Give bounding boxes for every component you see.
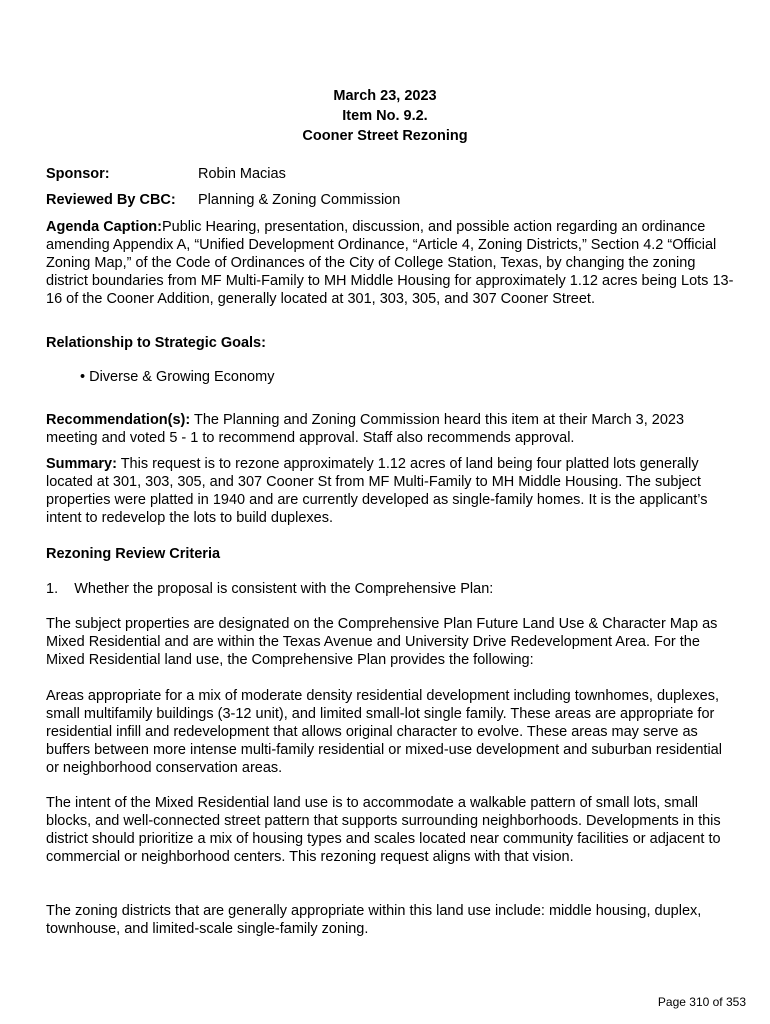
criteria-paragraph-2: Areas appropriate for a mix of moderate density residential development including townhomes, duplexes, small multifamily buildings (3-12 unit), and limited small-lot single family. These areas are appropriate for residential infill and redevelopment that allows original character to evolve. These areas may serve as buffers between more intense multi-family residential or mixed-use development and suburban residential or neighborhood conservation areas. [46, 688, 722, 776]
agenda-caption-label: Agenda Caption: [46, 219, 162, 235]
criteria-paragraph-1: The subject properties are designated on the Comprehensive Plan Future Land Use & Character Map as Mixed Residential and are within the Texas Avenue and University Drive Redevelopment Area. For the Mixed Residential land use, the Comprehensive Plan provides the following: [46, 616, 718, 668]
strategic-goal-text: Diverse & Growing Economy [89, 369, 275, 385]
reviewed-value: Planning & Zoning Commission [198, 192, 401, 208]
agenda-caption-text: Public Hearing, presentation, discussion, and possible action regarding an ordinance amending Appendix A, “Unified Development Ordinance, “Article 4, Zoning Districts,” Section 4.2 “Official Zoning Map,” of the Code of Ordinances of the City of College Station, Texas, by changing the zoning district boundaries from MF Multi-Family to MH Middle Housing for approximately 1.12 acres being Lots 13-16 of the Cooner Addition, generally located at 301, 303, 305, and 307 Cooner Street. [46, 219, 734, 307]
sponsor-label: Sponsor: [46, 166, 110, 182]
document-header [0, 86, 770, 146]
criteria-heading: Rezoning Review Criteria [46, 546, 221, 562]
sponsor-row [46, 166, 286, 182]
criteria-item-1: 1. Whether the proposal is consistent with the Comprehensive Plan: [46, 581, 494, 597]
recommendation-label: Recommendation(s): [46, 412, 191, 428]
bullet-icon: • [80, 369, 86, 385]
header-date: March 23, 2023 [333, 88, 437, 104]
strategic-goal-item [80, 368, 274, 386]
page-number: Page 310 of 353 [657, 995, 746, 1009]
strategic-goals-label: Relationship to Strategic Goals: [46, 335, 266, 351]
summary-label: Summary: [46, 456, 117, 472]
reviewed-row [46, 192, 401, 208]
summary-text: This request is to rezone approximately 1.12 acres of land being four platted lots generally located at 301, 303, 305, and 307 Cooner St from MF Multi-Family to MH Middle Housing. The subject properties were platted in 1940 and are currently developed as single-family homes. It is the applicant’s intent to redevelop the lots to build duplexes. [46, 456, 708, 526]
reviewed-label: Reviewed By CBC: [46, 192, 176, 208]
agenda-caption [46, 218, 736, 308]
summary [46, 455, 736, 527]
criteria-paragraph-3: The intent of the Mixed Residential land use is to accommodate a walkable pattern of small lots, small blocks, and well-connected street pattern that supports surrounding neighborhoods. Developments in this district should prioritize a mix of housing types and scales located near community facilities or adjacent to commercial or neighborhood centers. This rezoning request aligns with that vision. [46, 795, 721, 865]
header-item-number: Item No. 9.2. [342, 108, 428, 124]
recommendation-text: The Planning and Zoning Commission heard this item at their March 3, 2023 meeting and voted 5 - 1 to recommend approval. Staff also recommends approval. [46, 412, 685, 446]
recommendation [46, 411, 736, 447]
criteria-paragraph-4: The zoning districts that are generally appropriate within this land use include: middle housing, duplex, townhouse, and limited-scale single-family zoning. [46, 903, 702, 937]
sponsor-value: Robin Macias [198, 166, 286, 182]
header-title: Cooner Street Rezoning [302, 128, 468, 144]
strategic-goals-heading [46, 334, 736, 352]
